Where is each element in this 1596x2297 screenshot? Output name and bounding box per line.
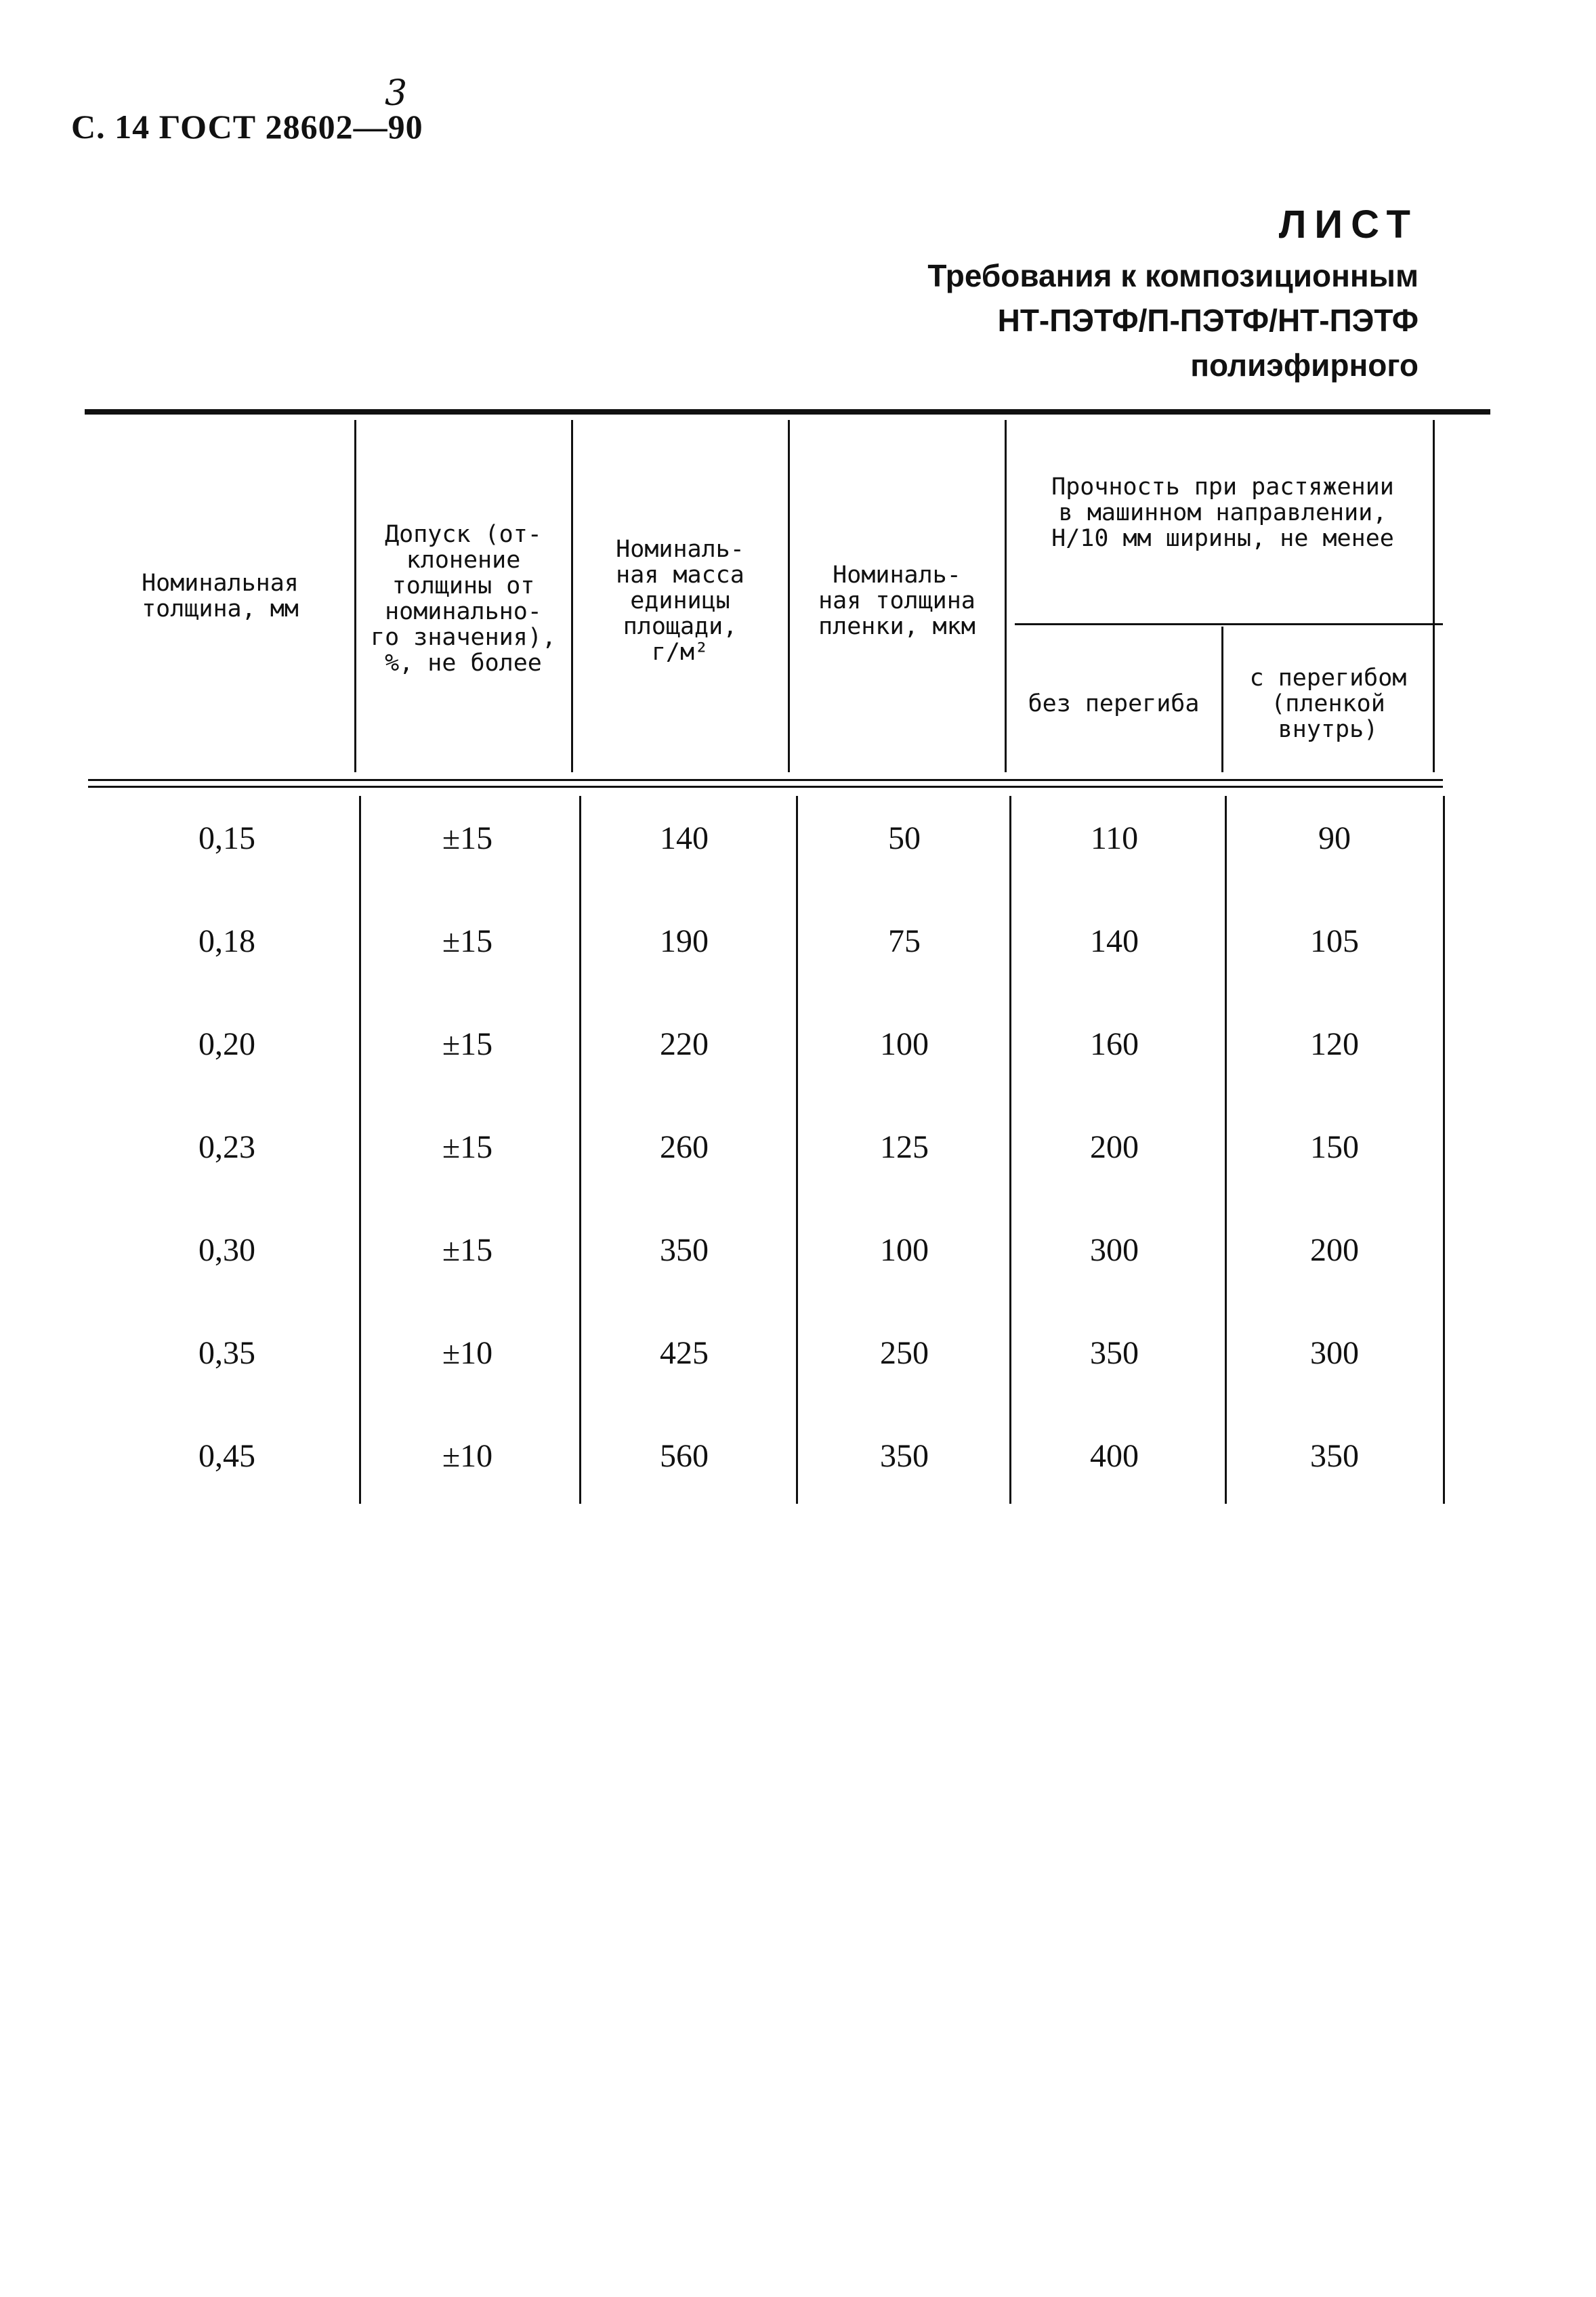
cell-film-thickness: 75 xyxy=(888,923,921,959)
cell-film-thickness: 100 xyxy=(880,1232,929,1268)
cell-strength-no-fold: 200 xyxy=(1090,1129,1139,1165)
cell-thickness: 0,18 xyxy=(198,923,255,959)
cell-film-thickness: 250 xyxy=(880,1335,929,1371)
cell-thickness: 0,35 xyxy=(198,1335,255,1371)
cell-mass: 220 xyxy=(660,1026,709,1062)
cell-thickness: 0,20 xyxy=(198,1026,255,1062)
column-divider xyxy=(1433,420,1435,772)
table-top-rule xyxy=(85,409,1490,415)
cell-mass: 425 xyxy=(660,1335,709,1371)
sheet-title: ЛИСТ xyxy=(1278,203,1419,247)
column-divider xyxy=(359,796,361,1504)
subtitle-line-2: НТ-ПЭТФ/П-ПЭТФ/НТ-ПЭТФ xyxy=(997,303,1419,338)
group-header-tensile-strength: Прочность при растяжении в машинном направлении, Н/10 мм ширины, не менее xyxy=(1051,473,1394,552)
cell-tolerance: ±15 xyxy=(442,1026,493,1062)
column-divider xyxy=(579,796,581,1504)
handwritten-mark: 3 xyxy=(385,73,408,114)
subcolumn-header-without-fold: без перегиба xyxy=(1028,690,1200,717)
cell-strength-fold: 200 xyxy=(1310,1232,1359,1268)
column-divider xyxy=(788,420,790,772)
column-divider xyxy=(1005,420,1007,772)
page-reference: С. 14 ГОСТ 28602—90 xyxy=(71,108,423,146)
cell-mass: 260 xyxy=(660,1129,709,1165)
cell-strength-fold: 120 xyxy=(1310,1026,1359,1062)
column-header-thickness: Номинальная толщина, мм xyxy=(142,570,299,623)
cell-film-thickness: 50 xyxy=(888,820,921,856)
header-bottom-rule-2 xyxy=(88,786,1443,788)
cell-tolerance: ±15 xyxy=(442,923,493,959)
cell-film-thickness: 350 xyxy=(880,1438,929,1474)
cell-strength-no-fold: 350 xyxy=(1090,1335,1139,1371)
cell-strength-fold: 300 xyxy=(1310,1335,1359,1371)
cell-tolerance: ±10 xyxy=(442,1335,493,1371)
cell-film-thickness: 100 xyxy=(880,1026,929,1062)
cell-thickness: 0,23 xyxy=(198,1129,255,1165)
column-divider xyxy=(796,796,798,1504)
column-header-film-thickness: Номиналь- ная толщина пленки, мкм xyxy=(818,562,975,640)
subcolumn-header-with-fold: с перегибом (пленкой внутрь) xyxy=(1249,665,1407,743)
cell-mass: 560 xyxy=(660,1438,709,1474)
header-bottom-rule xyxy=(88,779,1443,781)
cell-mass: 140 xyxy=(660,820,709,856)
column-divider xyxy=(1225,796,1227,1504)
cell-strength-no-fold: 400 xyxy=(1090,1438,1139,1474)
cell-tolerance: ±15 xyxy=(442,1129,493,1165)
cell-strength-no-fold: 160 xyxy=(1090,1026,1139,1062)
cell-film-thickness: 125 xyxy=(880,1129,929,1165)
subtitle-line-1: Требования к композиционным xyxy=(927,258,1419,293)
column-divider xyxy=(1009,796,1011,1504)
cell-strength-fold: 90 xyxy=(1318,820,1351,856)
group-header-rule xyxy=(1015,623,1443,625)
column-divider xyxy=(354,420,356,772)
cell-mass: 350 xyxy=(660,1232,709,1268)
cell-mass: 190 xyxy=(660,923,709,959)
cell-tolerance: ±15 xyxy=(442,820,493,856)
cell-strength-no-fold: 140 xyxy=(1090,923,1139,959)
cell-strength-fold: 150 xyxy=(1310,1129,1359,1165)
cell-tolerance: ±15 xyxy=(442,1232,493,1268)
column-header-mass: Номиналь- ная масса единицы площади, г/м² xyxy=(616,536,744,666)
column-divider xyxy=(1221,627,1223,772)
column-header-tolerance: Допуск (от- клонение толщины от номинально- го значения), %, не более xyxy=(371,521,556,677)
cell-tolerance: ±10 xyxy=(442,1438,493,1474)
cell-thickness: 0,45 xyxy=(198,1438,255,1474)
cell-strength-fold: 105 xyxy=(1310,923,1359,959)
cell-strength-fold: 350 xyxy=(1310,1438,1359,1474)
cell-strength-no-fold: 110 xyxy=(1090,820,1139,856)
cell-strength-no-fold: 300 xyxy=(1090,1232,1139,1268)
subtitle-line-3: полиэфирного xyxy=(1190,347,1419,383)
column-divider xyxy=(571,420,573,772)
column-divider xyxy=(1443,796,1445,1504)
cell-thickness: 0,30 xyxy=(198,1232,255,1268)
cell-thickness: 0,15 xyxy=(198,820,255,856)
